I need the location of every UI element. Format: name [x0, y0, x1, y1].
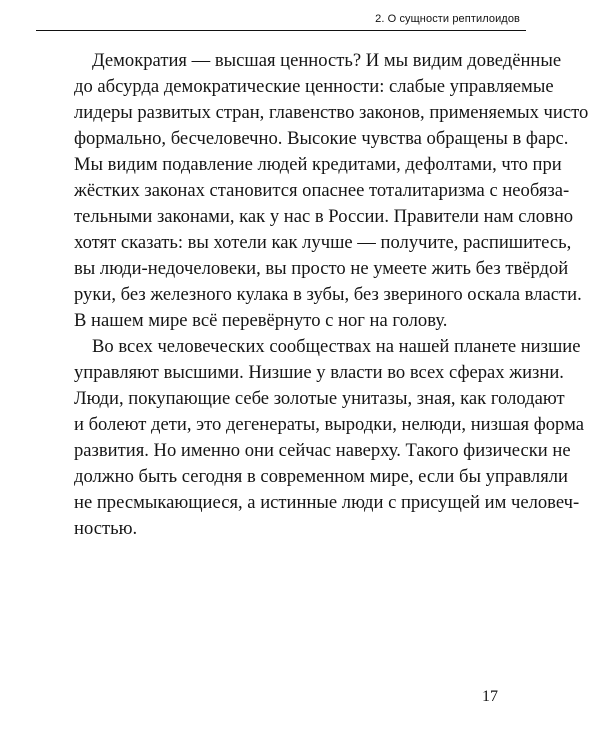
text-line: управляют высшими. Низшие у власти во всех сферах жизни.: [74, 362, 564, 383]
text-line: до абсурда демократические ценности: слабые управляемые: [74, 76, 554, 97]
text-line: жёстких законах становится опаснее тоталитаризма с необяза-: [74, 180, 570, 201]
body-text: [74, 48, 589, 542]
text-line: Во всех человеческих сообществах на нашей планете низшие: [92, 336, 581, 357]
text-line: формально, бесчеловечно. Высокие чувства обращены в фарс.: [74, 128, 569, 149]
text-line: и болеют дети, это дегенераты, выродки, нелюди, низшая форма: [74, 414, 584, 435]
text-line: тельными законами, как у нас в России. Правители нам словно: [74, 206, 574, 227]
paragraph-1: [74, 48, 589, 334]
running-head-rule: [36, 30, 526, 31]
text-line: Мы видим подавление людей кредитами, дефолтами, что при: [74, 154, 562, 175]
text-line: Люди, покупающие себе золотые унитазы, зная, как голодают: [74, 388, 565, 409]
paragraph-2: [74, 334, 584, 542]
page-number: 17: [482, 688, 498, 705]
text-line: ностью.: [74, 518, 138, 539]
text-line: не пресмыкающиеся, а истинные люди с присущей им человеч-: [74, 492, 580, 513]
text-line: В нашем мире всё перевёрнуто с ног на голову.: [74, 310, 448, 331]
text-line: должно быть сегодня в современном мире, если бы управляли: [74, 466, 568, 487]
text-line: Демократия — высшая ценность? И мы видим доведённые: [92, 50, 562, 71]
text-line: хотят сказать: вы хотели как лучше — получите, распишитесь,: [74, 232, 572, 253]
running-head-title: 2. О сущности рептилоидов: [375, 13, 520, 25]
running-head: [0, 0, 600, 40]
text-line: развития. Но именно они сейчас наверху. Такого физически не: [74, 440, 571, 461]
text-line: вы люди-недочеловеки, вы просто не умеете жить без твёрдой: [74, 258, 569, 279]
text-line: руки, без железного кулака в зубы, без звериного оскала власти.: [74, 284, 582, 305]
text-line: лидеры развитых стран, главенство законов, применяемых чисто: [74, 102, 589, 123]
